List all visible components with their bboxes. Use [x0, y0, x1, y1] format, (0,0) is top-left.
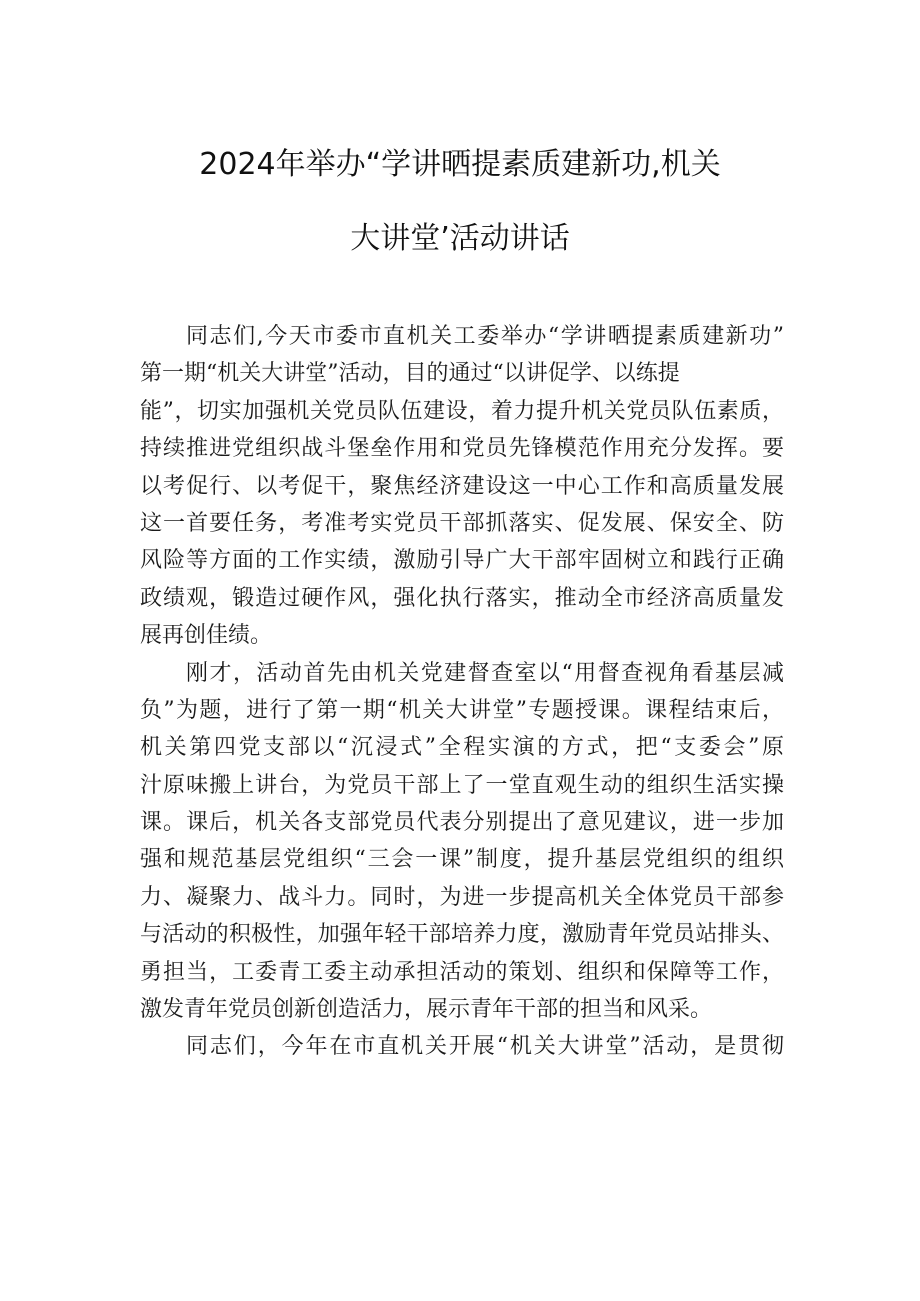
body-line: 刚才，活动首先由机关党建督查室以“用督查视角看基层减 — [186, 660, 784, 686]
body-line: 同志们，今年在市直机关开展“机关大讲堂”活动，是贯彻 — [186, 1034, 784, 1060]
body-line: 持续推进党组织战斗堡垒作用和党员先锋模范作用充分发挥。要 — [140, 436, 784, 462]
body-line: 强和规范基层党组织“三会一课”制度，提升基层党组织的组织 — [140, 847, 784, 873]
body-line: 风险等方面的工作实绩，激励引导广大干部牢固树立和践行正确 — [140, 548, 784, 574]
document-title-line-1: 2024年举办“学讲晒提素质建新功,机关 — [199, 147, 721, 182]
body-line: 与活动的积极性，加强年轻干部培养力度，激励青年党员站排头、 — [140, 922, 784, 948]
body-line: 能”，切实加强机关党员队伍建设，着力提升机关党员队伍素质， — [140, 398, 784, 424]
body-line: 这一首要任务，考准考实党员干部抓落实、促发展、保安全、防 — [140, 510, 784, 536]
body-line: 政绩观，锻造过硬作风，强化执行落实，推动全市经济高质量发 — [140, 585, 784, 611]
body-line: 课。课后，机关各支部党员代表分别提出了意见建议，进一步加 — [140, 810, 784, 836]
body-line: 汁原味搬上讲台，为党员干部上了一堂直观生动的组织生活实操 — [140, 772, 784, 798]
body-line: 力、凝聚力、战斗力。同时，为进一步提高机关全体党员干部参 — [140, 884, 784, 910]
body-line: 展再创佳绩。 — [140, 623, 273, 649]
body-line: 激发青年党员创新创造活力，展示青年干部的担当和风采。 — [140, 997, 713, 1023]
document-title-line-2: 大讲堂’活动讲话 — [350, 221, 570, 256]
body-line: 第一期“机关大讲堂”活动，目的通过“以讲促学、以练提 — [140, 361, 680, 387]
body-line: 负”为题，进行了第一期“机关大讲堂”专题授课。课程结束后， — [140, 697, 784, 723]
body-line: 以考促行、以考促干，聚焦经济建设这一中心工作和高质量发展 — [140, 473, 784, 499]
document-body — [140, 318, 784, 1066]
body-line: 同志们,今天市委市直机关工委举办“学讲晒提素质建新功” — [186, 324, 784, 349]
body-line: 机关第四党支部以“沉浸式”全程实演的方式，把“支委会”原 — [140, 735, 784, 761]
body-line: 勇担当，工委青工委主动承担活动的策划、组织和保障等工作， — [140, 959, 784, 985]
